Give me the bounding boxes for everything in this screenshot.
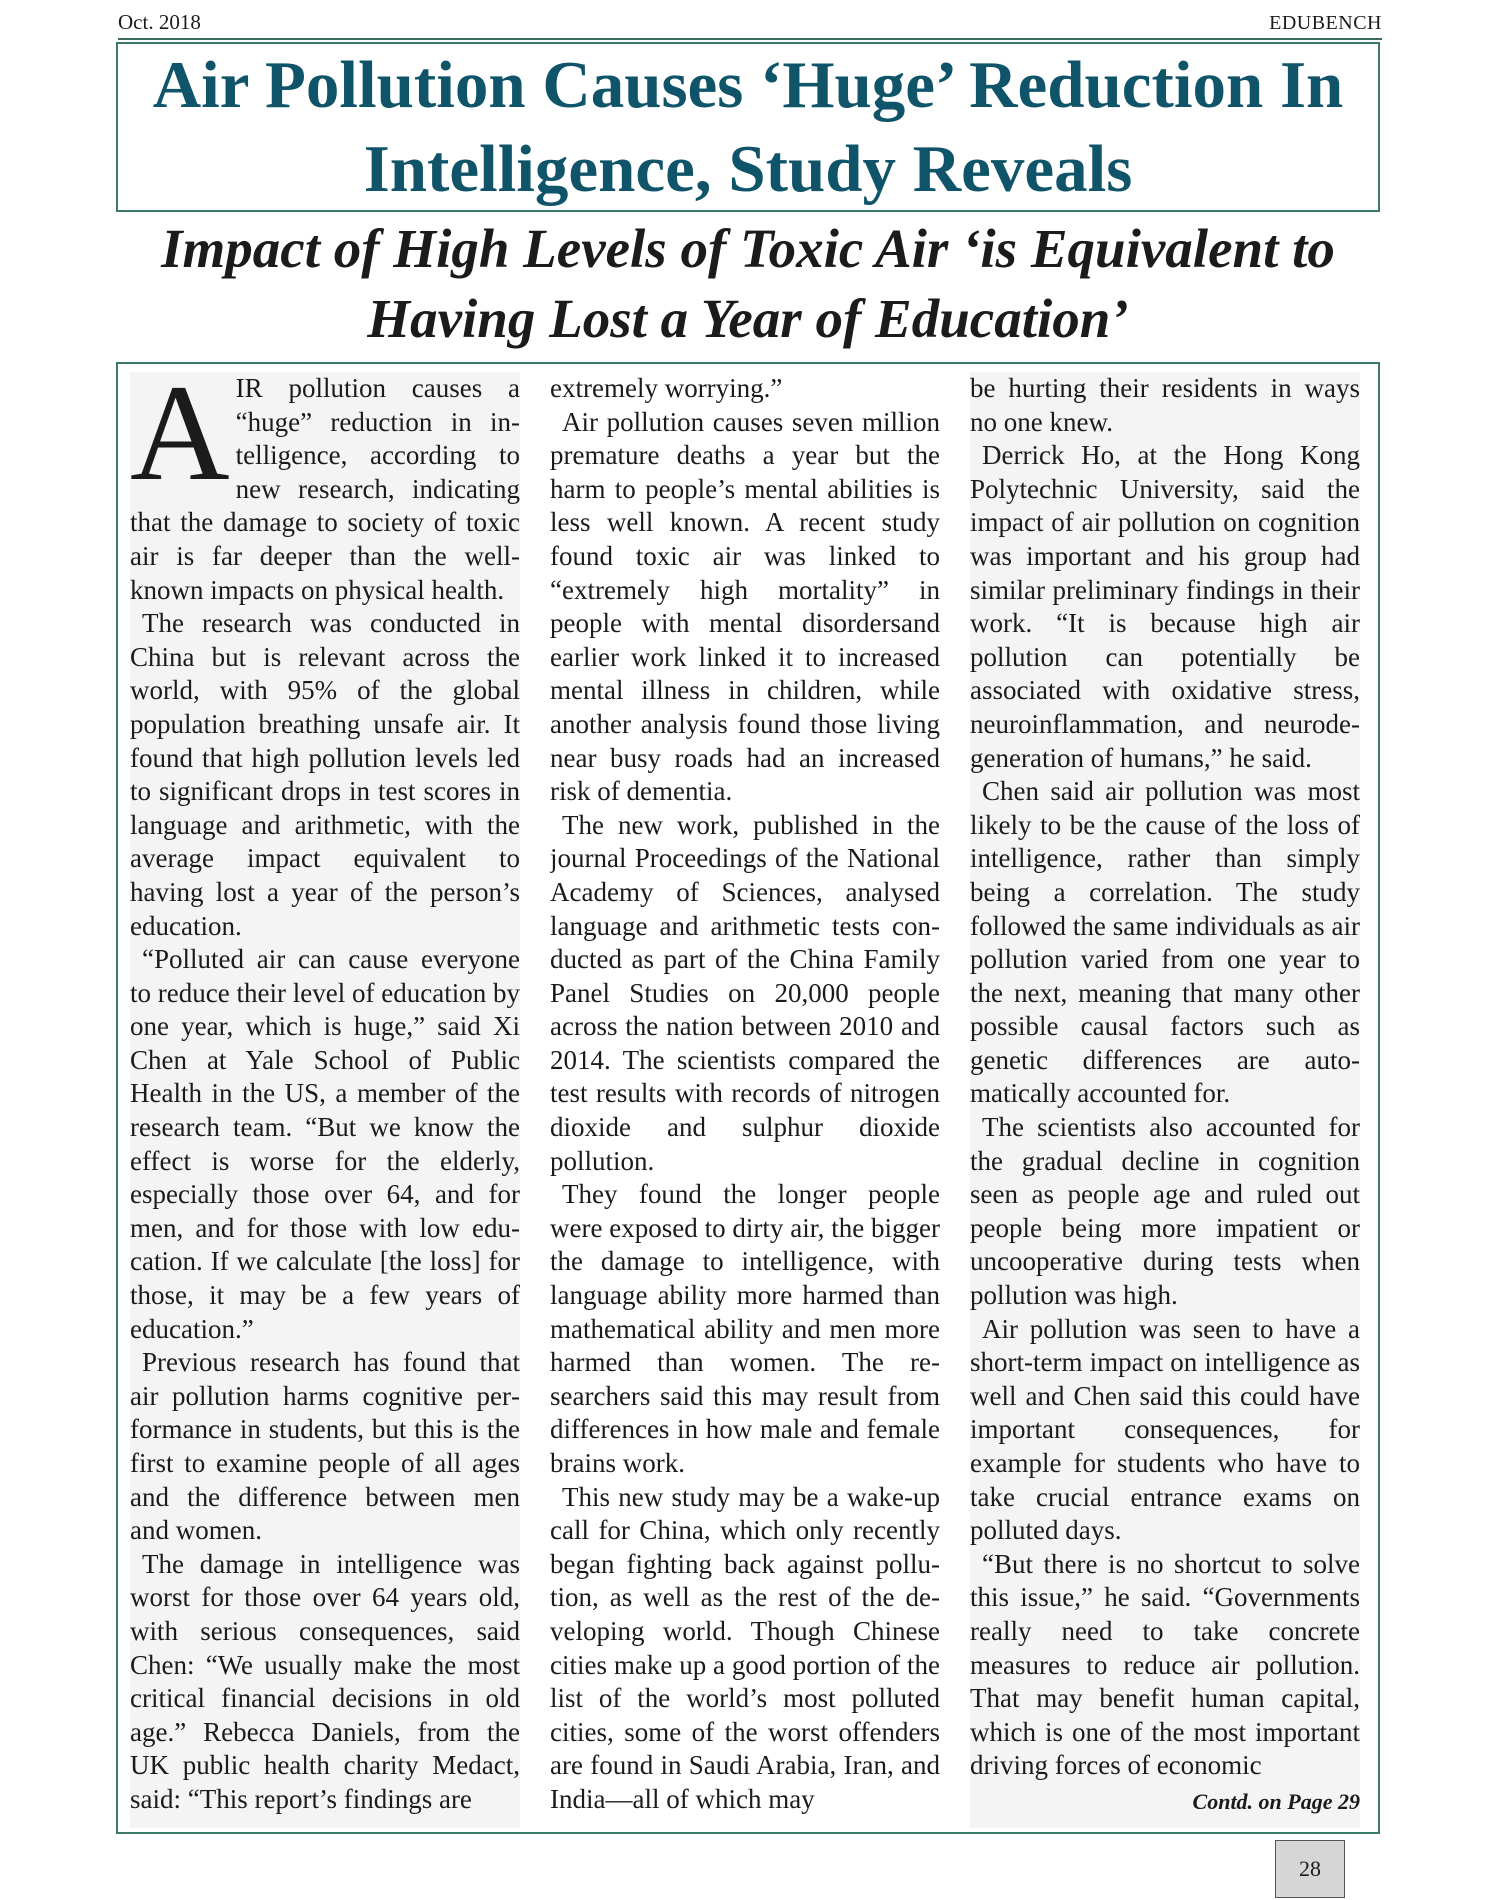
paragraph: “But there is no shortcut to solve this issue,” he said. “Governments really need to take concrete measures to reduce air pollution. That may benefit human capital, which is one of the most important driving forces of economic <box>970 1548 1360 1781</box>
page-number: 28 <box>1275 1840 1345 1898</box>
paragraph: Air pollution was seen to have a short-term impact on intelligence as well and Chen said this could have important consequences, for example for students who have to take crucial entrance exams on polluted days. <box>970 1313 1360 1546</box>
paragraph: Previous research has found that air pollution harms cognitive performance in students, but this is the first to examine people of all ages and the difference between men and women. <box>130 1347 520 1546</box>
paragraph: be hurting their residents in ways no one knew. <box>970 373 1360 437</box>
paragraph: The scientists also accounted for the gradual decline in cognition seen as people age and ruled out people being more impatient or uncooperative during tests when pollution was high. <box>970 1112 1360 1311</box>
paragraph: This new study may be a wake-up call for China, which only recently began fighting back against pollution, as well as the rest of the developing world. Though Chinese cities make up a good portion of the list of the world’s most polluted cities, some of the worst offenders are found in Saudi Arabia, Iran, and India—all of which may <box>550 1481 940 1814</box>
header-rule <box>118 38 1382 40</box>
drop-cap: A <box>130 372 230 509</box>
paragraph: Derrick Ho, at the Hong Kong Polytechnic University, said the impact of air pollution on cognition was important and his group had similar preliminary findings in their work. “It is because high air pollution can potentially be associated with oxidative stress, neuroinflammation, and neurodegeneration of humans,” he said. <box>970 440 1360 773</box>
paragraph: The research was conducted in China but is relevant across the world, with 95% of the global population breathing unsafe air. It found that high pollution levels led to significant drops in test scores in language and arithmetic, with the average impact equivalent to having lost a year of the person’s education. <box>130 608 520 941</box>
subheadline: Impact of High Levels of Toxic Air ‘is Equivalent to Having Lost a Year of Education’ <box>161 218 1335 349</box>
headline: Air Pollution Causes ‘Huge’ Reduction In Intelligence, Study Reveals <box>152 48 1344 206</box>
paragraph: They found the longer people were exposed to dirty air, the bigger the damage to intelligence, with language ability more harmed than mathematical ability and men more harmed than women. The researchers said this may result from differences in how male and female brains work. <box>550 1179 940 1478</box>
header-brand: EDUBENCH <box>1269 12 1382 34</box>
header-date: Oct. 2018 <box>118 10 201 34</box>
paragraph: Chen said air pollution was most likely to be the cause of the loss of intelligence, rather than simply being a correlation. The study followed the same individuals as air pollution varied from one year to the next, meaning that many other possible causal factors such as genetic differences are automatically accounted for. <box>970 776 1360 1109</box>
paragraph <box>130 372 520 607</box>
column-2 <box>550 372 940 1828</box>
article-body <box>116 362 1380 1834</box>
column-3 <box>970 372 1360 1828</box>
paragraph: Air pollution causes seven million premature deaths a year but the harm to people’s mental abilities is less well known. A recent study found toxic air was linked to “extremely high mortality” in people with mental disordersand earlier work linked it to increased mental illness in children, while another analysis found those living near busy roads had an increased risk of dementia. <box>550 406 940 807</box>
paragraph: “Polluted air can cause everyone to reduce their level of education by one year, which is huge,” said Xi Chen at Yale School of Public Health in the US, a member of the research team. “But we know the effect is worse for the elderly, especially those over 64, and for men, and for those with low education. If we calculate [the loss] for those, it may be a few years of education.” <box>130 944 520 1344</box>
paragraph: extremely worrying.” <box>550 373 783 403</box>
headline-box <box>116 42 1380 212</box>
continued-link[interactable]: Contd. on Page 29 <box>1192 1788 1360 1814</box>
column-1 <box>130 372 520 1828</box>
paragraph: The damage in intelligence was worst for those over 64 years old, with serious consequences, said Chen: “We usually make the most critical financial decisions in old age.” Rebecca Daniels, from the UK public health charity Medact, said: “This report’s findings are <box>130 1548 520 1814</box>
paragraph-text: IR pollution causes a “huge” reduction in intelligence, according to new research, indicating that the damage to society of toxic air is far deeper than the well-known impacts on physical health. <box>130 373 520 605</box>
paragraph: The new work, published in the journal Proceedings of the National Academy of Sciences, analysed language and arithmetic tests conducted as part of the China Family Panel Studies on 20,000 people across the nation between 2010 and 2014. The scientists compared the test results with records of nitrogen dioxide and sulphur dioxide pollution. <box>550 809 940 1176</box>
